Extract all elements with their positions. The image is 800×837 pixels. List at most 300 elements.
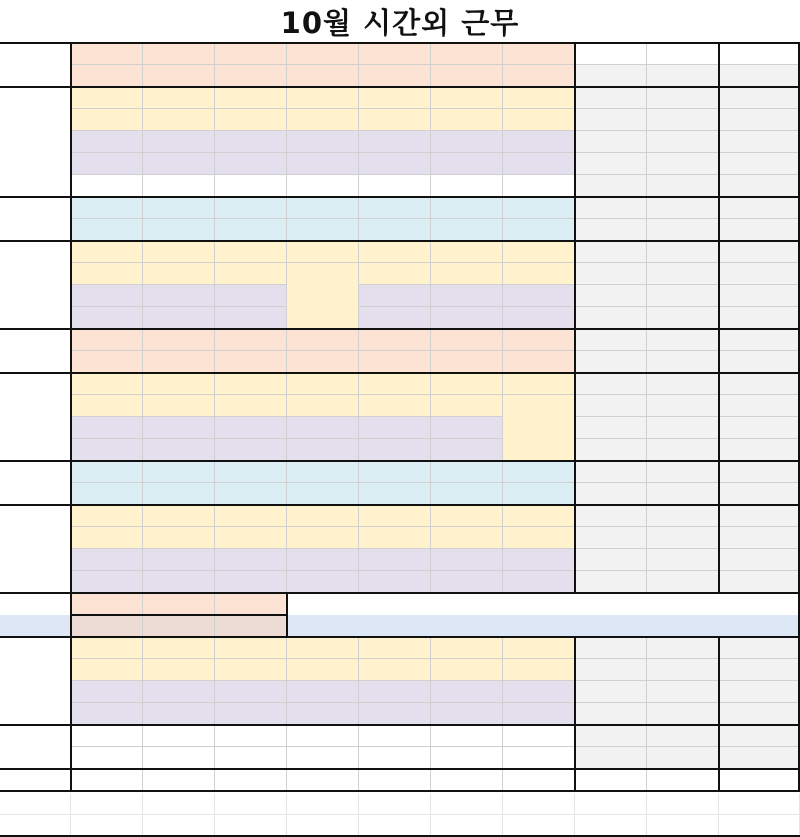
summary-blank [575, 461, 647, 483]
empty-cell [71, 549, 143, 571]
summary-blank [647, 549, 719, 571]
summary-blank [575, 747, 647, 769]
empty-cell [431, 703, 503, 725]
shift-cell [71, 373, 143, 395]
border-line [0, 196, 800, 198]
overtime-cell [287, 659, 359, 681]
sheet-grid-cell [359, 815, 431, 837]
empty-cell [143, 175, 215, 197]
weekday-cell [503, 351, 575, 373]
overtime-cell [71, 395, 143, 417]
empty-cell [287, 153, 359, 175]
annual-leave-note [503, 395, 575, 461]
date-cell [359, 461, 431, 483]
summary-blank [647, 285, 719, 307]
empty-cell [359, 439, 431, 461]
weekday-cell [431, 351, 503, 373]
empty-cell [215, 307, 287, 329]
weekday-cell [143, 65, 215, 87]
sheet-grid-cell [503, 815, 575, 837]
empty-cell [503, 571, 575, 593]
overtime-cell [503, 659, 575, 681]
shift-cell [215, 241, 287, 263]
empty-cell [215, 417, 287, 439]
summary-blank [719, 351, 800, 373]
shift-cell [431, 505, 503, 527]
summary-blank [647, 681, 719, 703]
date-cell [71, 43, 143, 65]
summary-blank [575, 109, 647, 131]
summary-blank [647, 219, 719, 241]
empty-cell [503, 549, 575, 571]
overtime-cell [287, 395, 359, 417]
overtime-cell [503, 527, 575, 549]
summary-header [575, 43, 647, 65]
summary-header [647, 43, 719, 65]
summary-blank [647, 329, 719, 351]
shift-cell [143, 87, 215, 109]
week-label [0, 637, 71, 725]
empty-cell [719, 769, 800, 791]
empty-cell [215, 153, 287, 175]
shift-cell [359, 87, 431, 109]
date-cell [71, 593, 143, 615]
date-cell [359, 197, 431, 219]
weekday-cell [71, 615, 143, 637]
shift-cell [71, 505, 143, 527]
summary-blank [647, 571, 719, 593]
total-row-cell [215, 747, 287, 769]
shift-cell [431, 87, 503, 109]
empty-cell [431, 131, 503, 153]
summary-blank [575, 549, 647, 571]
summary-blank [647, 241, 719, 263]
summary-blank [647, 153, 719, 175]
weekday-cell [215, 65, 287, 87]
sheet-grid-cell [359, 793, 431, 815]
sheet-grid-cell [431, 793, 503, 815]
empty-cell [503, 131, 575, 153]
empty-cell [431, 681, 503, 703]
empty-cell [503, 769, 575, 791]
weekday-cell [359, 219, 431, 241]
date-cell [503, 43, 575, 65]
shift-cell [359, 373, 431, 395]
summary-blank [647, 505, 719, 527]
summary-blank [647, 461, 719, 483]
weekday-cell [215, 483, 287, 505]
empty-cell [71, 285, 143, 307]
empty-cell [359, 549, 431, 571]
date-cell [71, 461, 143, 483]
total-row-cell [71, 725, 143, 747]
shift-cell [431, 241, 503, 263]
empty-cell [215, 769, 287, 791]
border-line [574, 637, 576, 791]
sheet-grid-cell [287, 793, 359, 815]
week-label [0, 241, 71, 329]
empty-cell [143, 285, 215, 307]
summary-blank [647, 637, 719, 659]
summary-value [575, 241, 647, 263]
sheet-grid-cell [719, 793, 800, 815]
overtime-cell [287, 527, 359, 549]
summary-value [647, 395, 719, 417]
border-line [0, 460, 800, 462]
summary-blank [647, 197, 719, 219]
summary-blank [575, 439, 647, 461]
shift-cell [215, 373, 287, 395]
shift-cell [215, 87, 287, 109]
border-line [0, 636, 800, 638]
empty-cell [215, 571, 287, 593]
empty-cell [503, 703, 575, 725]
empty-cell [647, 769, 719, 791]
date-cell [503, 329, 575, 351]
summary-blank [719, 527, 800, 549]
weekday-cell [359, 65, 431, 87]
shift-cell [503, 87, 575, 109]
empty-cell [143, 681, 215, 703]
summary-value [647, 659, 719, 681]
overtime-cell [143, 263, 215, 285]
empty-cell [287, 439, 359, 461]
total-row-cell [359, 725, 431, 747]
weekday-cell [143, 615, 215, 637]
total-value [647, 725, 719, 747]
shift-cell [359, 241, 431, 263]
summary-blank [575, 197, 647, 219]
overtime-cell [71, 263, 143, 285]
week-band [0, 615, 71, 637]
total-row-cell [143, 725, 215, 747]
shift-cell [143, 505, 215, 527]
summary-blank [719, 483, 800, 505]
shift-cell [143, 241, 215, 263]
border-line [574, 43, 576, 593]
summary-value [647, 263, 719, 285]
summary-header-blank [647, 65, 719, 87]
border-line [71, 614, 287, 616]
sheet-grid-cell [575, 793, 647, 815]
date-cell [431, 461, 503, 483]
date-cell [359, 329, 431, 351]
date-cell [143, 43, 215, 65]
empty-cell [71, 131, 143, 153]
date-cell [431, 197, 503, 219]
weekday-cell [287, 65, 359, 87]
empty-cell [359, 131, 431, 153]
empty-cell [71, 439, 143, 461]
border-line [718, 637, 720, 791]
date-cell [431, 43, 503, 65]
summary-blank [575, 131, 647, 153]
sheet-grid-cell [647, 793, 719, 815]
total-row-cell [431, 747, 503, 769]
empty-cell [71, 417, 143, 439]
summary-blank [575, 219, 647, 241]
empty-cell [71, 153, 143, 175]
empty-cell [143, 153, 215, 175]
empty-cell [287, 769, 359, 791]
sheet-grid-cell [503, 793, 575, 815]
summary-blank [719, 571, 800, 593]
empty-cell [71, 681, 143, 703]
summary-blank [575, 483, 647, 505]
empty-cell [503, 307, 575, 329]
border-line [718, 43, 720, 593]
summary-blank [647, 483, 719, 505]
overtime-cell [71, 659, 143, 681]
sheet-grid-cell [143, 815, 215, 837]
sheet-grid-cell [143, 793, 215, 815]
weekday-cell [359, 483, 431, 505]
total-row-cell [71, 747, 143, 769]
summary-blank [575, 571, 647, 593]
date-cell [359, 43, 431, 65]
summary-header-blank [719, 65, 800, 87]
date-cell [215, 197, 287, 219]
date-cell [503, 197, 575, 219]
date-cell [287, 43, 359, 65]
shift-cell [431, 373, 503, 395]
sheet-grid-cell [215, 815, 287, 837]
total-row-cell [503, 725, 575, 747]
shift-cell [71, 241, 143, 263]
summary-blank [575, 285, 647, 307]
weekday-cell [503, 483, 575, 505]
empty-cell [359, 769, 431, 791]
summary-blank [647, 703, 719, 725]
date-cell [143, 593, 215, 615]
overtime-cell [215, 109, 287, 131]
shift-cell [359, 637, 431, 659]
empty-cell [143, 769, 215, 791]
overtime-cell [287, 109, 359, 131]
weekday-cell [143, 483, 215, 505]
summary-value [647, 109, 719, 131]
date-cell [71, 329, 143, 351]
overtime-cell [503, 263, 575, 285]
shift-cell [503, 505, 575, 527]
summary-blank [647, 351, 719, 373]
weekday-cell [71, 65, 143, 87]
date-cell [503, 461, 575, 483]
empty-cell [503, 175, 575, 197]
empty-cell [143, 571, 215, 593]
empty-cell [71, 703, 143, 725]
empty-cell [503, 285, 575, 307]
empty-cell [503, 681, 575, 703]
empty-cell [143, 549, 215, 571]
weekday-cell [359, 351, 431, 373]
shift-cell [287, 241, 359, 263]
weekday-cell [71, 351, 143, 373]
shift-cell [431, 637, 503, 659]
sheet-grid-cell [215, 793, 287, 815]
weekday-cell [71, 483, 143, 505]
total-row-cell [143, 747, 215, 769]
border-line [0, 504, 800, 506]
weekday-cell [215, 219, 287, 241]
date-cell [287, 197, 359, 219]
summary-blank [647, 307, 719, 329]
sheet-grid-cell [71, 793, 143, 815]
total-value [575, 725, 647, 747]
border-line [0, 768, 800, 770]
summary-blank [719, 307, 800, 329]
empty-cell [215, 703, 287, 725]
summary-blank [719, 197, 800, 219]
overtime-cell [143, 527, 215, 549]
summary-blank [719, 461, 800, 483]
summary-blank [647, 131, 719, 153]
empty-cell [143, 703, 215, 725]
date-cell [287, 461, 359, 483]
empty-cell [287, 681, 359, 703]
empty-cell [503, 153, 575, 175]
empty-cell [215, 681, 287, 703]
overtime-cell [71, 527, 143, 549]
empty-cell [287, 131, 359, 153]
border-line [0, 328, 800, 330]
date-cell [215, 593, 287, 615]
summary-value [647, 527, 719, 549]
summary-value [575, 505, 647, 527]
summary-blank [575, 527, 647, 549]
date-cell [287, 329, 359, 351]
total-row-cell [503, 747, 575, 769]
summary-blank [575, 329, 647, 351]
summary-blank [575, 263, 647, 285]
overtime-cell [359, 659, 431, 681]
overtime-cell [359, 527, 431, 549]
empty-cell [143, 131, 215, 153]
summary-blank [575, 153, 647, 175]
shift-cell [71, 87, 143, 109]
weekday-cell [287, 351, 359, 373]
empty-cell [359, 703, 431, 725]
border-line [70, 43, 72, 791]
border-line [0, 636, 71, 638]
overtime-cell [359, 395, 431, 417]
empty-cell [287, 549, 359, 571]
empty-cell [359, 417, 431, 439]
empty-cell [287, 175, 359, 197]
summary-blank [719, 329, 800, 351]
empty-cell [431, 285, 503, 307]
shift-cell [143, 637, 215, 659]
overtime-cell [71, 109, 143, 131]
summary-blank [647, 747, 719, 769]
weekday-cell [503, 219, 575, 241]
date-cell [215, 461, 287, 483]
summary-blank [719, 681, 800, 703]
empty-cell [431, 417, 503, 439]
empty-cell [359, 681, 431, 703]
shift-cell [287, 373, 359, 395]
shift-cell [143, 373, 215, 395]
date-cell [215, 43, 287, 65]
summary-blank [719, 549, 800, 571]
empty-cell [71, 307, 143, 329]
total-row-cell [431, 725, 503, 747]
total-row-cell [287, 747, 359, 769]
shift-cell [71, 637, 143, 659]
overtime-cell [215, 263, 287, 285]
summary-blank [719, 109, 800, 131]
empty-cell [215, 175, 287, 197]
empty-cell [287, 417, 359, 439]
overtime-cell [143, 109, 215, 131]
summary-blank [575, 307, 647, 329]
empty-cell [431, 549, 503, 571]
empty-cell [215, 439, 287, 461]
summary-blank [719, 417, 800, 439]
empty-cell [431, 439, 503, 461]
overtime-cell [431, 109, 503, 131]
sheet-grid-cell [287, 815, 359, 837]
date-cell [71, 197, 143, 219]
empty-cell [71, 175, 143, 197]
shift-cell [287, 637, 359, 659]
summary-header-blank [575, 65, 647, 87]
empty-cell [431, 307, 503, 329]
empty-cell [287, 703, 359, 725]
weekday-cell [287, 219, 359, 241]
total-value [719, 725, 800, 747]
empty-cell [215, 285, 287, 307]
weekday-cell [143, 219, 215, 241]
date-cell [215, 329, 287, 351]
overtime-cell [215, 527, 287, 549]
empty-cell [71, 571, 143, 593]
weekday-cell [215, 351, 287, 373]
empty-cell [431, 769, 503, 791]
summary-blank [575, 175, 647, 197]
summary-blank [719, 131, 800, 153]
empty-cell [431, 571, 503, 593]
border-line [0, 724, 800, 726]
empty-cell [359, 571, 431, 593]
empty-cell [287, 571, 359, 593]
empty-cell [143, 307, 215, 329]
summary-blank [575, 703, 647, 725]
summary-blank [719, 153, 800, 175]
summary-header [719, 43, 800, 65]
summary-blank [575, 659, 647, 681]
overtime-cell [215, 395, 287, 417]
date-cell [143, 329, 215, 351]
shift-cell [359, 505, 431, 527]
summary-blank [719, 659, 800, 681]
overtime-cell [431, 527, 503, 549]
date-cell [143, 197, 215, 219]
sheet-grid-cell [0, 793, 71, 815]
summary-blank [647, 175, 719, 197]
summary-value [719, 87, 800, 109]
weekday-cell [431, 219, 503, 241]
shift-cell [503, 241, 575, 263]
date-cell [431, 329, 503, 351]
empty-cell [143, 439, 215, 461]
border-line [0, 86, 800, 88]
summary-blank [575, 351, 647, 373]
border-line [286, 593, 288, 637]
sheet-grid-cell [575, 815, 647, 837]
overtime-cell [503, 109, 575, 131]
empty-cell [431, 175, 503, 197]
